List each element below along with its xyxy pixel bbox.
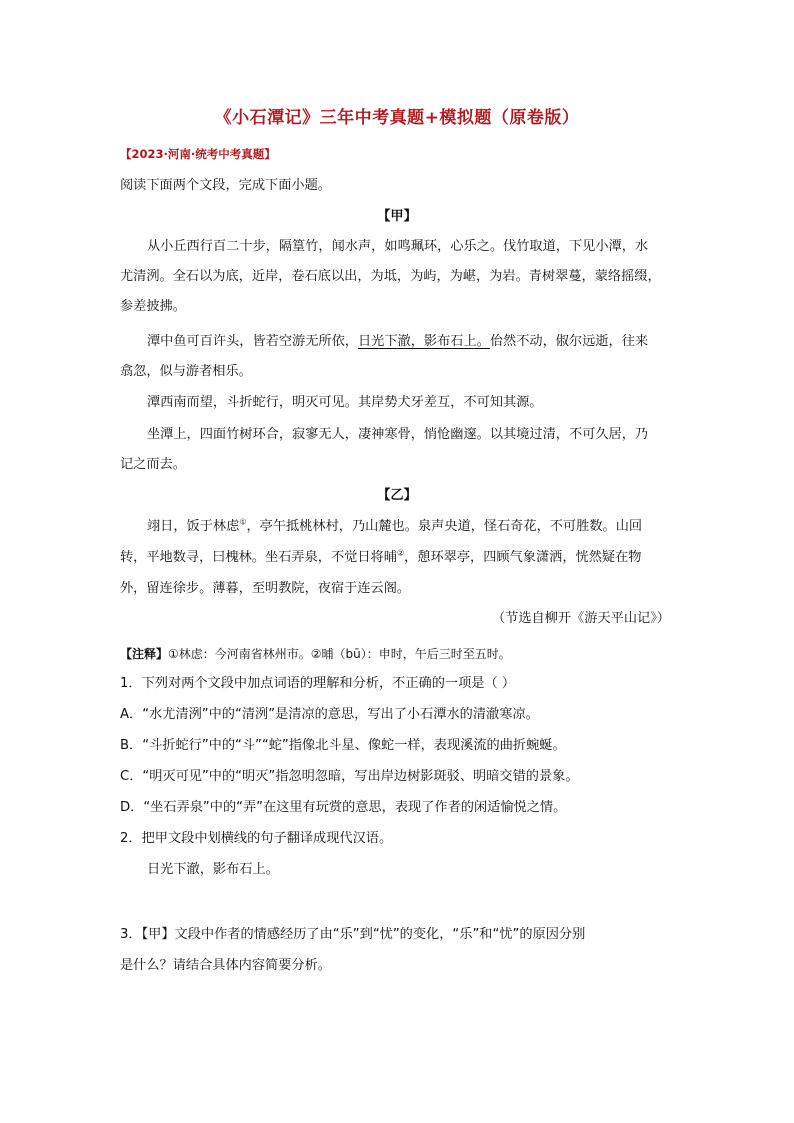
section-heading-b: 【乙】 [377, 488, 417, 503]
option-b: B．“斗折蛇行”中的“斗”“蛇”指像北斗星、像蛇一样，表现溪流的曲折蜿蜒。 [120, 738, 566, 753]
passage-a-line: 参差披拂。 [120, 299, 186, 314]
footnote-marker: ① [239, 517, 247, 527]
page-title: 《小石潭记》三年中考真题+模拟题（原卷版） [214, 108, 580, 128]
passage-source: （节选自柳开《游天平山记》） [491, 611, 670, 626]
passage-a-line: 翕忽，似与游者相乐。 [120, 364, 252, 379]
underlined-sentence: 日光下澈，影布石上。 [358, 334, 490, 349]
option-a: A．“水尤清洌”中的“清洌”是清凉的意思，写出了小石潭水的清澈寒凉。 [120, 707, 539, 722]
section-heading-a: 【甲】 [377, 209, 417, 224]
question-3: 3．【甲】文段中作者的情感经历了由“乐”到“忧”的变化，“乐”和“忧”的原因分别 [120, 927, 586, 942]
question-2-sentence: 日光下澈，影布石上。 [147, 862, 279, 877]
passage-text: 翊日，饭于林虑 [147, 519, 240, 534]
passage-a-line: 从小丘西行百二十步，隔篁竹，闻水声，如鸣珮环，心乐之。伐竹取道，下见小潭，水 [147, 239, 649, 254]
annotation-text: ①林虑：今河南省林州市。②晡（bū）：申时，午后三时至五时。 [168, 647, 511, 661]
passage-text: ，憩环翠亭，四顾气象潇洒，恍然疑在物 [404, 550, 642, 565]
passage-b-line [147, 517, 642, 537]
passage-text: ，亭午抵桃林村，乃山麓也。泉声央道，怪石奇花，不可胜数。山回 [246, 519, 643, 534]
passage-text: 转，平地数寻，曰槐林。坐石弄泉，不觉日将晡 [120, 550, 397, 565]
passage-b-line: 外，留连徐步。薄暮，至明教院，夜宿于连云阁。 [120, 581, 411, 596]
passage-a-line [147, 332, 648, 352]
passage-a-line: 潭西南而望，斗折蛇行，明灭可见。其岸势犬牙差互，不可知其源。 [147, 395, 543, 410]
option-c: C．“明灭可见”中的“明灭”指忽明忽暗，写出岸边树影斑驳、明暗交错的景象。 [120, 769, 579, 784]
question-1: 1．下列对两个文段中加点词语的理解和分析，不正确的一项是（ ） [120, 676, 516, 691]
option-d: D．“坐石弄泉”中的“弄”在这里有玩赏的意思，表现了作者的闲适愉悦之情。 [120, 800, 567, 815]
passage-text: 潭中鱼可百许头，皆若空游无所依， [147, 334, 358, 349]
instruction: 阅读下面两个文段，完成下面小题。 [120, 178, 331, 193]
annotation [120, 644, 511, 664]
source-tag: 【2023·河南·统考中考真题】 [120, 147, 276, 161]
passage-a-line: 尤清洌。全石以为底，近岸，卷石底以出，为坻，为屿，为嵁，为岩。青树翠蔓，蒙络摇缀， [120, 269, 661, 284]
footnote-marker: ② [396, 548, 405, 558]
question-2: 2．把甲文段中划横线的句子翻译成现代汉语。 [120, 831, 393, 846]
passage-a-line: 记之而去。 [120, 457, 186, 472]
passage-a-line: 坐潭上，四面竹树环合，寂寥无人，凄神寒骨，悄怆幽邃。以其境过清，不可久居，乃 [147, 427, 649, 442]
passage-b-line [120, 548, 641, 568]
annotation-label: 【注释】 [120, 647, 169, 661]
passage-text: 佁然不动，俶尔远逝，往来 [489, 334, 649, 349]
question-3-line: 是什么？请结合具体内容简要分析。 [120, 958, 331, 973]
